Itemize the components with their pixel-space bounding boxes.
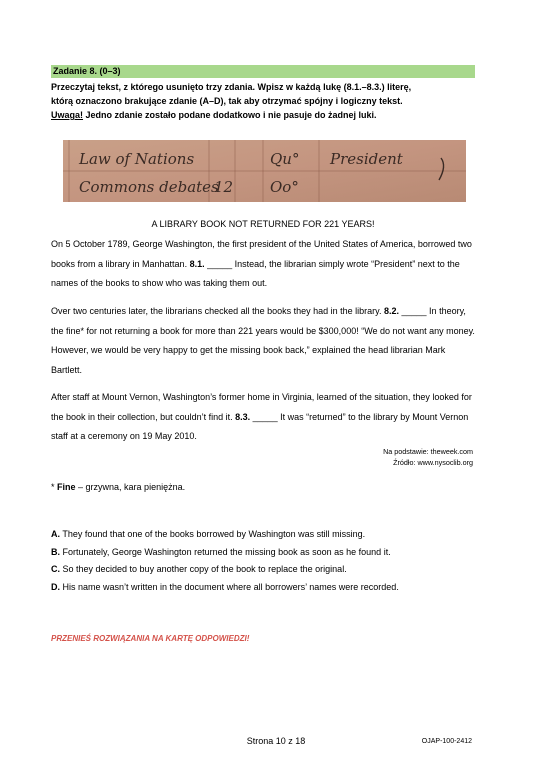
ledger-photo: [63, 140, 466, 202]
ledger-text: Qu°: [270, 150, 300, 168]
ledger-text: Oo°: [270, 178, 299, 196]
article-paragraph-3: [51, 388, 477, 447]
paragraph-text: On 5 October 1789, George Washington, the first president of the United States of America, borrowed two books from a library in Manhattan.: [51, 239, 472, 269]
option-text: So they decided to buy another copy of the book to replace the original.: [60, 564, 347, 574]
option-text: Fortunately, George Washington returned the missing book as soon as he found it.: [60, 546, 391, 557]
page-number: Strona 10 z 18: [246, 736, 306, 746]
transfer-note: PRZENIEŚ ROZWIĄZANIA NA KARTĘ ODPOWIEDZI!: [51, 634, 250, 643]
footnote-term: Fine: [57, 482, 76, 492]
exam-code: OJAP-100-2412: [421, 738, 472, 745]
task-instructions: [51, 80, 481, 122]
option-letter: C.: [51, 564, 60, 574]
source-credit: [383, 446, 473, 468]
paragraph-text: Over two centuries later, the librarians checked all the books they had in the library.: [51, 306, 385, 316]
option-text: They found that one of the books borrowed by Washington was still missing.: [60, 529, 366, 539]
article-title: A LIBRARY BOOK NOT RETURNED FOR 221 YEARS!: [151, 219, 375, 229]
option-b: [51, 544, 481, 562]
footnote-definition: – grzywna, kara pieniężna.: [75, 482, 186, 492]
gap-label: 8.2.: [384, 306, 400, 316]
ledger-text: Law of Nations: [79, 150, 195, 168]
option-text: His name wasn’t written in the document where all borrowers’ names were recorded.: [60, 581, 399, 592]
option-a: [51, 526, 481, 544]
source-line: Źródło: www.nysoclib.org: [393, 458, 473, 467]
instruction-line: [51, 108, 481, 122]
paragraph-text: _____ It was “returned” to the library by Mount Vernon staff at a ceremony on 19 May 2010.: [51, 411, 469, 441]
gap-label: 8.3.: [235, 411, 251, 422]
paragraph-text: _____ Instead, the librarian simply wrote “President” next to the names of the books to show who was taking them out.: [51, 258, 460, 288]
option-letter: A.: [51, 529, 60, 539]
article-paragraph-2: [51, 302, 477, 380]
ledger-photo-svg: [63, 140, 466, 202]
gap-label: 8.1.: [189, 258, 205, 269]
paragraph-text: After staff at Mount Vernon, Washington’s former home in Virginia, learned of the situation, they looked for the book in their collection, but couldn’t find it.: [51, 392, 472, 422]
option-c: [51, 561, 481, 579]
option-letter: B.: [51, 546, 60, 557]
instruction-line: którą oznaczono brakujące zdanie (A–D), tak aby otrzymać spójny i logiczny tekst.: [51, 96, 403, 106]
ledger-text: President: [330, 150, 403, 168]
answer-options: [51, 526, 481, 596]
paragraph-text: _____ In theory, the fine* for not returning a book for more than 221 years would be $300,000! “We do not want any money. However, we would be very happy to get the missing book back,” explained the head librarian Mark Bartlett.: [51, 306, 475, 375]
uwaga-label: Uwaga!: [51, 110, 84, 120]
option-d: [51, 579, 481, 597]
instruction-line: Przeczytaj tekst, z którego usunięto trzy zdania. Wpisz w każdą lukę (8.1.–8.3.) literę,: [51, 82, 412, 92]
ledger-text: Commons debates: [79, 178, 219, 196]
task-header: Zadanie 8. (0–3): [51, 65, 475, 78]
option-letter: D.: [51, 581, 60, 592]
source-line: Na podstawie: theweek.com: [383, 447, 473, 456]
article-paragraph-1: [51, 235, 477, 294]
ledger-text: 12: [214, 178, 234, 196]
instruction-note: Jedno zdanie zostało podane dodatkowo i nie pasuje do żadnej luki.: [83, 110, 377, 120]
footnote: * Fine – grzywna, kara pieniężna.: [51, 482, 186, 492]
